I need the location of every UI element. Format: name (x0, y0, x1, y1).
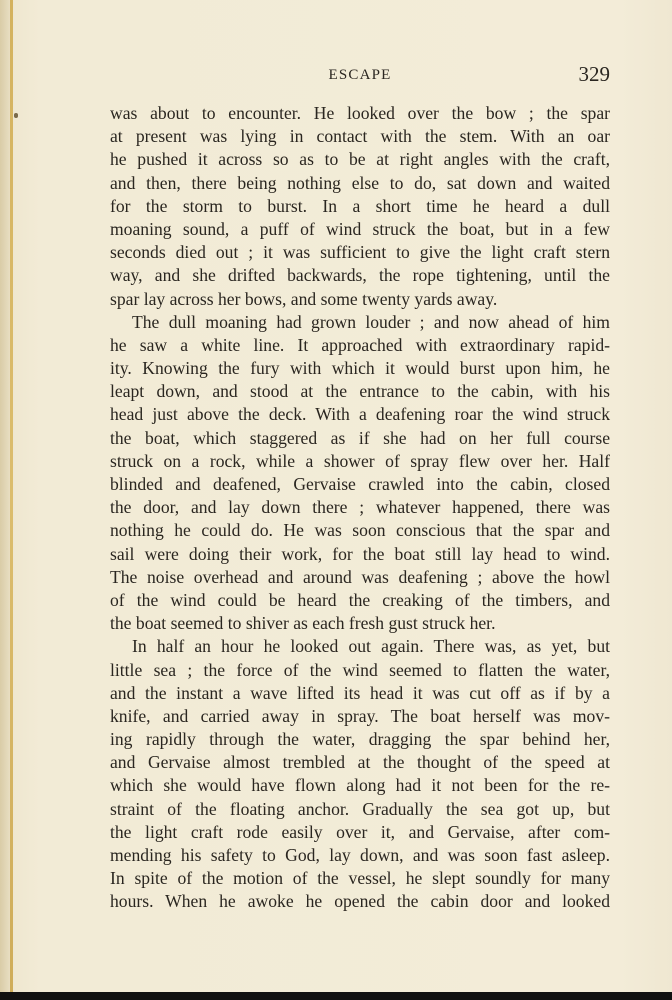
text-line: of the wind could be heard the creaking of the timbers, and (110, 589, 610, 610)
text-line: spar lay across her bows, and some twenty yards away. (110, 288, 498, 309)
text-line: The noise overhead and around was deafening ; above the howl (110, 566, 610, 587)
text-line: nothing he could do. He was soon conscious that the spar and (110, 520, 610, 541)
text-line: hours. When he awoke he opened the cabin door and looked (110, 891, 610, 912)
paragraph-first-line: The dull moaning had grown louder ; and now ahead of him (132, 311, 610, 332)
scan-bottom-edge (0, 992, 672, 1000)
text-line: ity. Knowing the fury with which it would burst upon him, he (110, 358, 610, 379)
text-line: the door, and lay down there ; whatever happened, there was (110, 497, 610, 518)
text-line: which she would have flown along had it not been for the re- (110, 775, 610, 796)
text-line: he saw a white line. It approached with extraordinary rapid- (110, 334, 610, 355)
text-line: the boat seemed to shiver as each fresh gust struck her. (110, 613, 496, 634)
text-line: In spite of the motion of the vessel, he slept soundly for many (110, 868, 610, 889)
text-line: mending his safety to God, lay down, and was soon fast asleep. (110, 845, 610, 865)
text-line: and Gervaise almost trembled at the thought of the speed at (110, 752, 610, 773)
gutter-shadow (0, 0, 10, 1000)
text-line: leapt down, and stood at the entrance to the cabin, with his (110, 381, 610, 402)
text-line: straint of the floating anchor. Gradually the sea got up, but (110, 798, 610, 819)
text-line: and then, there being nothing else to do, sat down and waited (110, 172, 610, 193)
paragraph-first-line: In half an hour he looked out again. There was, as yet, but (132, 636, 610, 657)
text-line: knife, and carried away in spray. The boat herself was mov- (110, 705, 610, 726)
text-line: the light craft rode easily over it, and Gervaise, after com- (110, 821, 610, 842)
text-line: moaning sound, a puff of wind struck the boat, but in a few (110, 218, 610, 239)
text-line: head just above the deck. With a deafening roar the wind struck (110, 404, 610, 425)
text-line: was about to encounter. He looked over the bow ; the spar (110, 103, 610, 123)
text-line: and the instant a wave lifted its head it was cut off as if by a (110, 682, 610, 703)
body-text (110, 102, 610, 914)
page-number: 329 (578, 62, 610, 86)
page-speck (14, 113, 18, 118)
text-line: he pushed it across so as to be at right angles with the craft, (110, 149, 610, 170)
text-line: struck on a rock, while a shower of spray flew over her. Half (110, 450, 610, 471)
text-line: ing rapidly through the water, dragging the spar behind her, (110, 729, 610, 750)
text-line: little sea ; the force of the wind seemed to flatten the water, (110, 659, 610, 680)
page-header (110, 62, 610, 88)
text-line: for the storm to burst. In a short time he heard a dull (110, 195, 610, 216)
text-line: at present was lying in contact with the stem. With an oar (110, 126, 610, 147)
text-line: the boat, which staggered as if she had on her full course (110, 427, 610, 448)
text-line: blinded and deafened, Gervaise crawled into the cabin, closed (110, 474, 610, 494)
running-title: ESCAPE (328, 67, 392, 83)
text-line: seconds died out ; it was sufficient to give the light craft stern (110, 242, 610, 263)
text-line: sail were doing their work, for the boat still lay head to wind. (110, 543, 610, 564)
gutter-edge (10, 0, 13, 1000)
text-line: way, and she drifted backwards, the rope tightening, until the (110, 265, 610, 286)
